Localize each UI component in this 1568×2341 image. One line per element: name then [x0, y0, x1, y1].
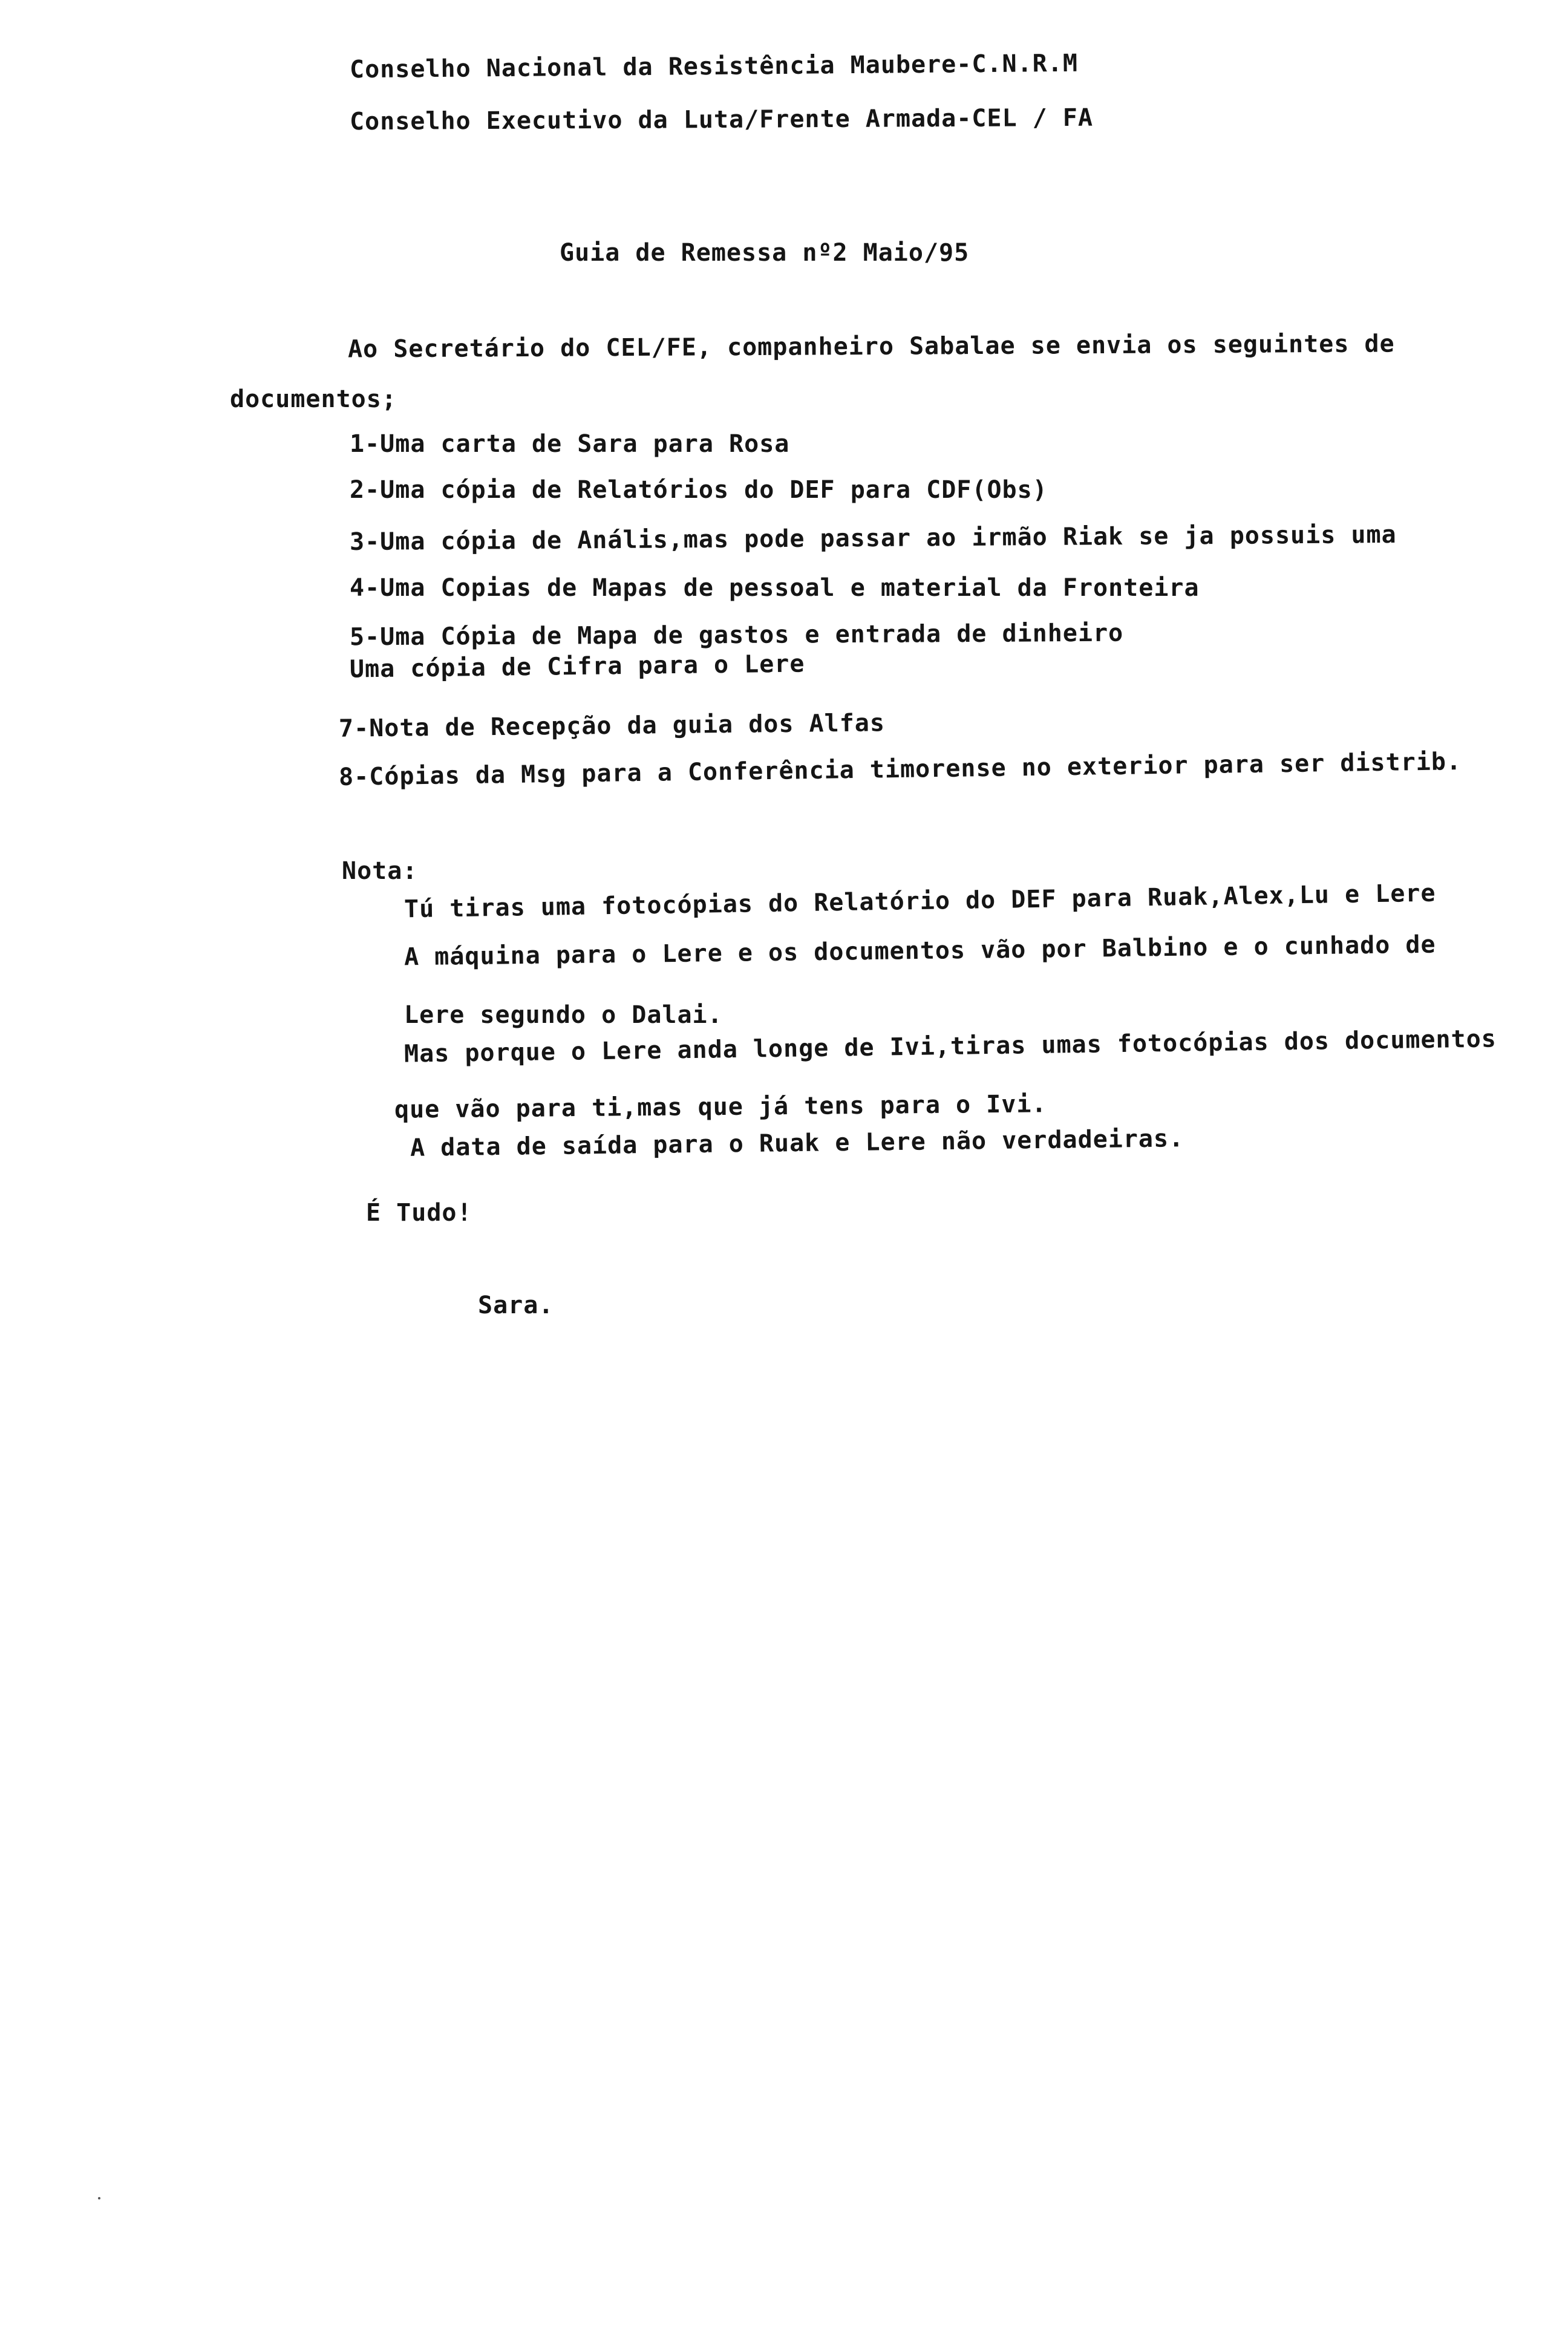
list-item: Uma cópia de Cifra para o Lere: [349, 650, 805, 684]
signature: Sara.: [478, 1291, 554, 1319]
note-line: Mas porque o Lere anda longe de Ivi,tiras umas fotocópias dos documentos: [403, 1025, 1497, 1068]
list-item: 4-Uma Copias de Mapas de pessoal e material da Fronteira: [350, 574, 1200, 602]
note-line: que vão para ti,mas que já tens para o Ivi.: [394, 1090, 1047, 1124]
note-line: Lere segundo o Dalai.: [404, 1001, 723, 1029]
list-item: 5-Uma Cópia de Mapa de gastos e entrada de dinheiro: [349, 619, 1124, 651]
document-title: Guia de Remessa nº2 Maio/95: [560, 239, 970, 267]
note-heading: Nota:: [342, 857, 418, 885]
note-line: A data de saída para o Ruak e Lere não verdadeiras.: [410, 1125, 1184, 1162]
header-organization-line: Conselho Nacional da Resistência Maubere-C.N.R.M: [349, 49, 1079, 84]
intro-line-1: Ao Secretário do CEL/FE, companheiro Sabalae se envia os seguintes de: [347, 330, 1395, 364]
scan-speck: [98, 2197, 100, 2199]
list-item: 2-Uma cópia de Relatórios do DEF para CDF(Obs): [350, 476, 1048, 504]
intro-line-2: documentos;: [230, 385, 397, 413]
closing-remark: É Tudo!: [366, 1199, 472, 1227]
note-line: Tú tiras uma fotocópias do Relatório do DEF para Ruak,Alex,Lu e Lere: [403, 879, 1436, 924]
header-council-line: Conselho Executivo da Luta/Frente Armada-CEL / FA: [349, 103, 1094, 136]
list-item: 1-Uma carta de Sara para Rosa: [350, 430, 790, 458]
list-item: 8-Cópias da Msg para a Conferência timorense no exterior para ser distrib.: [338, 748, 1462, 791]
list-item: 7-Nota de Recepção da guia dos Alfas: [338, 709, 886, 743]
list-item: 3-Uma cópia de Anális,mas pode passar ao irmão Riak se ja possuis uma: [349, 520, 1397, 557]
note-line: A máquina para o Lere e os documentos vão por Balbino e o cunhado de: [403, 930, 1436, 971]
